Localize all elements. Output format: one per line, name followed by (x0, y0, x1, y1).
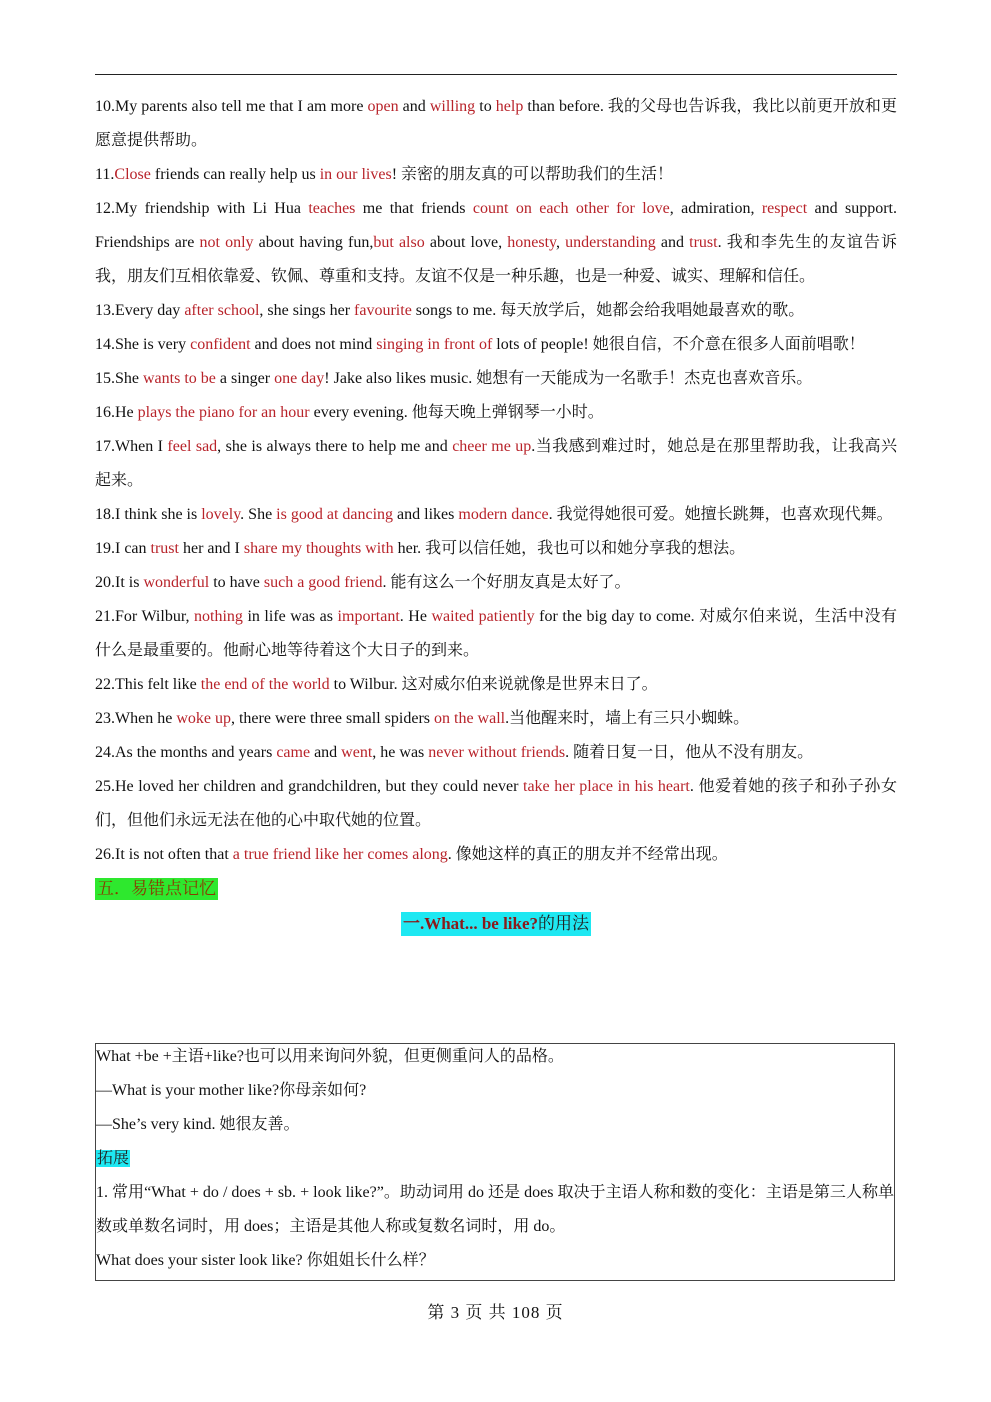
sentence-item (95, 736, 897, 770)
sentence-text: When he (115, 710, 177, 727)
key-phrase: one day (274, 370, 325, 387)
key-phrase: singing in front of (376, 336, 493, 353)
sentence-text: It is not often that (115, 846, 233, 863)
section-heading-wrap (95, 872, 897, 900)
sentence-text: her. 我可以信任她，我也可以和她分享我的想法。 (393, 540, 746, 557)
sentence-text: ! Jake also likes music. 她想有一天能成为一名歌手！杰克也喜欢音乐。 (324, 370, 813, 387)
key-phrase: such a good friend (263, 574, 383, 591)
sentence-number: 19. (95, 540, 115, 557)
subheading (401, 912, 591, 936)
sentence-text: and does not mind (250, 336, 377, 353)
subheading-en: 一.What... be like? (402, 914, 539, 933)
key-phrase: help (495, 98, 524, 115)
sentence-text: .当他醒来时，墙上有三只小蜘蛛。 (505, 710, 750, 727)
sentence-text: about having fun, (253, 234, 374, 251)
sentence-text: I can (115, 540, 151, 557)
sentence-list (95, 90, 897, 872)
sentence-text: She is very (115, 336, 191, 353)
sentence-text: and (655, 234, 690, 251)
note-line-4: 1. 常用“What + do / does + sb. + look like?”。助动词用 do 还是 does 取决于主语人称和数的变化：主语是第三人称单数或单数名词时，用 does；主语是其他人称或复数名词时，用 do。 (96, 1184, 894, 1235)
sentence-text: . 能有这么一个好朋友真是太好了。 (382, 574, 631, 591)
sentence-text: and (398, 98, 430, 115)
key-phrase: but also (373, 234, 425, 251)
note-line-5: What does your sister look like? 你姐姐长什么样？ (96, 1252, 435, 1269)
key-phrase: take her place in his heart (523, 778, 690, 795)
key-phrase: understanding (565, 234, 656, 251)
key-phrase: plays the piano for an hour (137, 404, 310, 421)
sentence-text: , she is always there to help me and (217, 438, 453, 455)
header-rule (95, 74, 897, 75)
sentence-text: for the big day to come. 对威尔伯来说，生活中没有什么是最重要的。他耐心地等待着这个大日子的到来。 (95, 608, 897, 659)
sentence-text: As the months and years (115, 744, 277, 761)
key-phrase: trust (150, 540, 179, 557)
subheading-cn: 的用法 (538, 914, 590, 933)
sentence-item (95, 498, 897, 532)
key-phrase: Close (114, 166, 151, 183)
key-phrase: cheer me up (452, 438, 532, 455)
key-phrase: wants to be (143, 370, 216, 387)
key-phrase: is good at dancing (276, 506, 394, 523)
sentence-item (95, 600, 897, 668)
sentence-text: . She (240, 506, 277, 523)
content-area (95, 90, 897, 940)
sentence-number: 11. (95, 166, 115, 183)
sentence-text: My parents also tell me that I am more (115, 98, 368, 115)
key-phrase: a true friend like her comes along (232, 846, 448, 863)
sentence-text: about love, (424, 234, 508, 251)
sentence-text: a singer (215, 370, 275, 387)
sentence-text: He loved her children and grandchildren, but they could never (115, 778, 523, 795)
key-phrase: after school (184, 302, 260, 319)
sentence-item (95, 532, 897, 566)
sentence-text: This felt like (115, 676, 201, 693)
sentence-item (95, 362, 897, 396)
key-phrase: open (367, 98, 399, 115)
sentence-text: , there were three small spiders (230, 710, 434, 727)
sentence-item (95, 396, 897, 430)
sentence-item (95, 566, 897, 600)
sentence-number: 23. (95, 710, 115, 727)
sentence-text: He (115, 404, 138, 421)
sentence-text: For Wilbur, (115, 608, 195, 625)
sentence-text: and support. Friendships are (95, 200, 898, 251)
sentence-item (95, 702, 897, 736)
sentence-text: to (475, 98, 496, 115)
key-phrase: share my thoughts with (243, 540, 394, 557)
sentence-number: 21. (95, 608, 115, 625)
key-phrase: woke up (176, 710, 231, 727)
sentence-item (95, 770, 897, 838)
sentence-text: and (310, 744, 342, 761)
sentence-number: 22. (95, 676, 115, 693)
sentence-item (95, 192, 897, 294)
sentence-text: . 我觉得她很可爱。她擅长跳舞，也喜欢现代舞。 (548, 506, 893, 523)
key-phrase: favourite (354, 302, 412, 319)
sentence-number: 16. (95, 404, 115, 421)
sentence-item (95, 430, 897, 498)
sentence-text: in life was as (242, 608, 338, 625)
sentence-text: . 随着日复一日，他从不没有朋友。 (565, 744, 814, 761)
sentence-number: 17. (95, 438, 115, 455)
sentence-number: 26. (95, 846, 115, 863)
sentence-item (95, 328, 897, 362)
sentence-text: lots of people! 她很自信，不介意在很多人面前唱歌！ (492, 336, 865, 353)
extension-tag: 拓展 (97, 1150, 130, 1167)
key-phrase: the end of the world (200, 676, 330, 693)
sentence-text: , admiration, (669, 200, 762, 217)
key-phrase: trust (689, 234, 718, 251)
sentence-text: . 他爱着她的孩子和孙子孙女们，但他们永远无法在他的心中取代她的位置。 (95, 778, 897, 829)
sentence-text: I think she is (115, 506, 202, 523)
sentence-number: 12. (95, 200, 115, 217)
key-phrase: not only (199, 234, 254, 251)
sentence-number: 15. (95, 370, 115, 387)
sentence-text: songs to me. 每天放学后，她都会给我唱她最喜欢的歌。 (411, 302, 805, 319)
sentence-item (95, 838, 897, 872)
key-phrase: feel sad (167, 438, 218, 455)
key-phrase: went (341, 744, 373, 761)
note-line-2: —What is your mother like?你母亲如何? (96, 1082, 367, 1099)
key-phrase: lovely (201, 506, 241, 523)
sentence-text: every evening. 他每天晚上弹钢琴一小时。 (309, 404, 604, 421)
sentence-text: , he was (372, 744, 429, 761)
note-line-3: —She’s very kind. 她很友善。 (96, 1116, 300, 1133)
key-phrase: never without friends (428, 744, 566, 761)
key-phrase: respect (761, 200, 808, 217)
key-phrase: waited patiently (431, 608, 535, 625)
key-phrase: important (337, 608, 400, 625)
key-phrase: honesty (507, 234, 556, 251)
sentence-text: It is (115, 574, 144, 591)
subheading-wrap (95, 912, 897, 940)
sentence-number: 24. (95, 744, 115, 761)
key-phrase: nothing (194, 608, 243, 625)
key-phrase: teaches (308, 200, 356, 217)
sentence-text: her and I (178, 540, 244, 557)
sentence-text: friends can really help us (150, 166, 320, 183)
key-phrase: confident (190, 336, 251, 353)
sentence-text: to have (209, 574, 264, 591)
sentence-item (95, 90, 897, 158)
page-number: 第 3 页 共 108 页 (427, 1303, 564, 1322)
sentence-text: than before. 我的父母也告诉我，我比以前更开放和更愿意提供帮助。 (95, 98, 897, 149)
sentence-number: 18. (95, 506, 115, 523)
sentence-item (95, 158, 897, 192)
section-heading: 五．易错点记忆 (97, 879, 216, 898)
sentence-number: 10. (95, 98, 115, 115)
sentence-number: 20. (95, 574, 115, 591)
sentence-text: ! 亲密的朋友真的可以帮助我们的生活！ (391, 166, 674, 183)
sentence-number: 25. (95, 778, 115, 795)
sentence-text: and likes (393, 506, 459, 523)
sentence-text: When I (115, 438, 168, 455)
key-phrase: modern dance (458, 506, 549, 523)
key-phrase: count on each other for love (472, 200, 670, 217)
sentence-text: . 我和李先生的友谊告诉我，朋友们互相依靠爱、钦佩、尊重和支持。友谊不仅是一种乐趣，也是一种爱、诚实、理解和信任。 (95, 234, 898, 285)
sentence-text: . 像她这样的真正的朋友并不经常出现。 (447, 846, 728, 863)
sentence-text: me that friends (355, 200, 473, 217)
grammar-note-box (95, 1043, 895, 1281)
sentence-text: . He (399, 608, 432, 625)
sentence-number: 14. (95, 336, 115, 353)
sentence-item (95, 294, 897, 328)
note-tag-line (96, 1142, 894, 1176)
key-phrase: on the wall (434, 710, 506, 727)
sentence-text: Every day (115, 302, 185, 319)
key-phrase: came (276, 744, 311, 761)
sentence-text: She (115, 370, 143, 387)
key-phrase: willing (429, 98, 476, 115)
key-phrase: in our lives (319, 166, 392, 183)
sentence-text: , (555, 234, 566, 251)
sentence-item (95, 668, 897, 702)
key-phrase: wonderful (143, 574, 210, 591)
sentence-text: .当我感到难过时，她总是在那里帮助我，让我高兴起来。 (95, 438, 898, 489)
sentence-text: , she sings her (259, 302, 355, 319)
sentence-text: to Wilbur. 这对威尔伯来说就像是世界末日了。 (329, 676, 658, 693)
sentence-number: 13. (95, 302, 115, 319)
sentence-text: My friendship with Li Hua (115, 200, 309, 217)
note-line-1: What +be +主语+like?也可以用来询问外貌，但更侧重问人的品格。 (96, 1048, 564, 1065)
